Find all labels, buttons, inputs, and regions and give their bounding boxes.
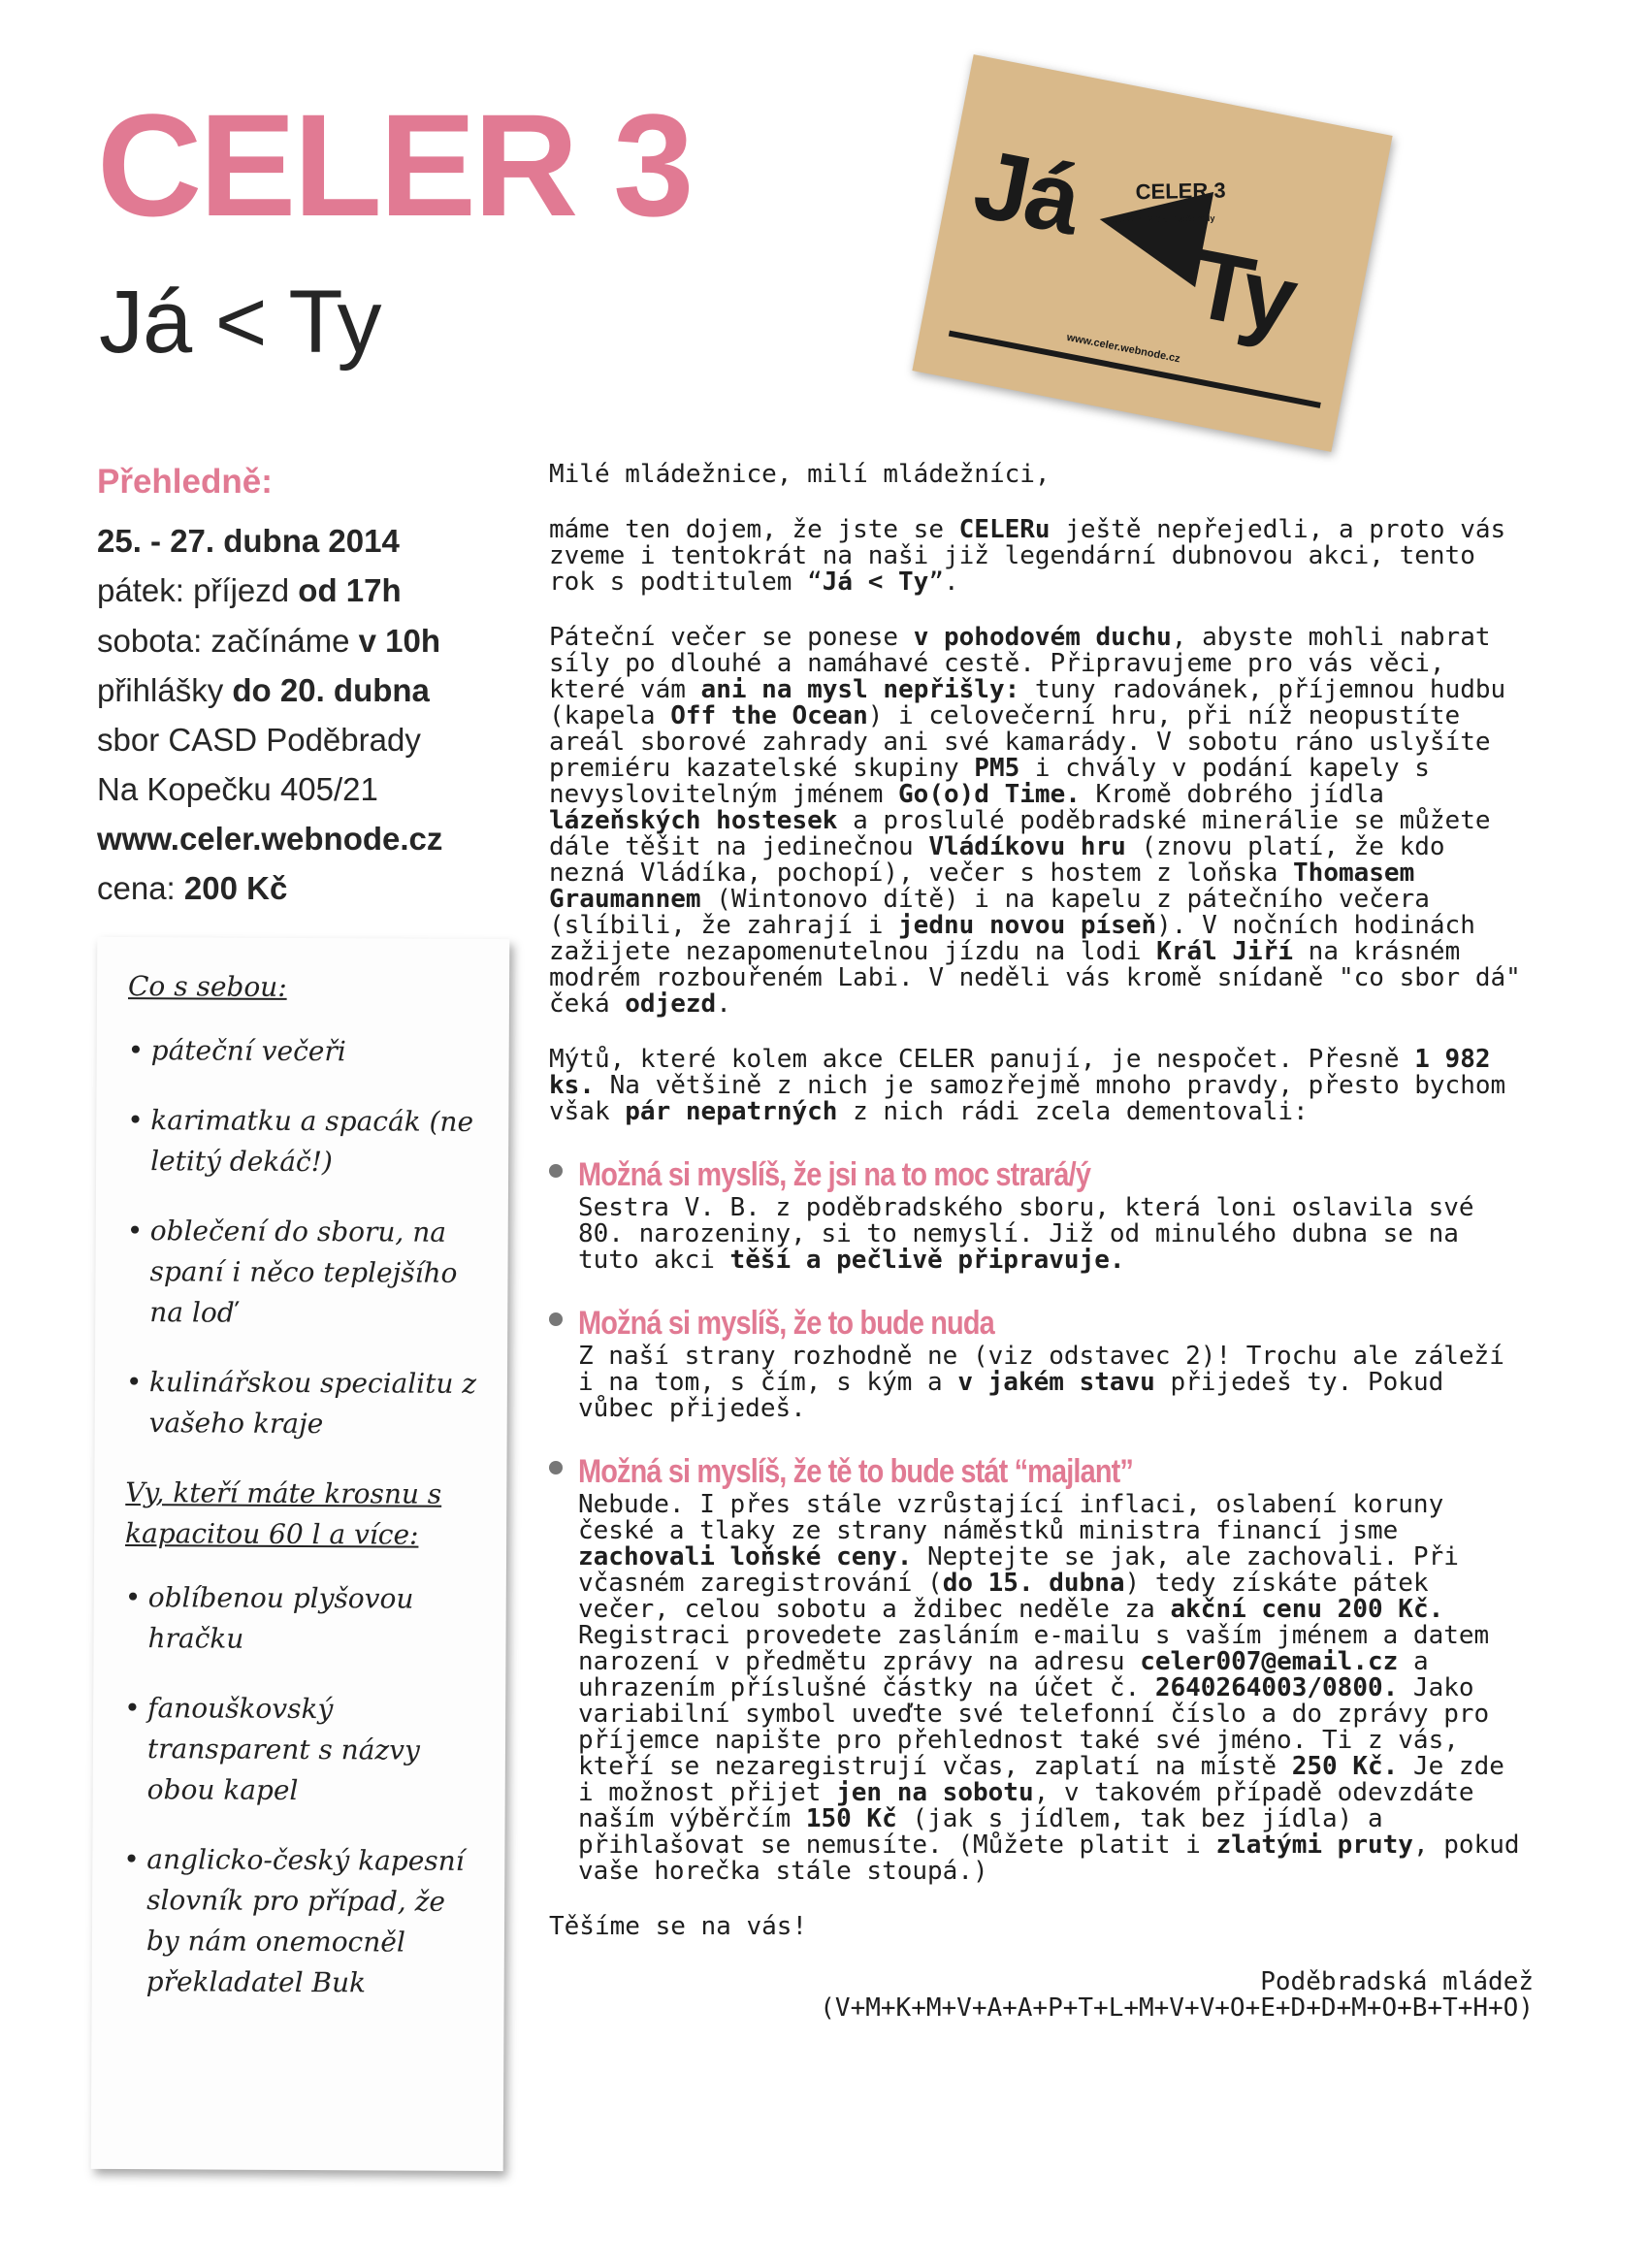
packing-list-note [91,937,510,2171]
letter-closing: Těšíme se na vás! [549,1912,808,1941]
price-label: cena: [97,870,184,907]
card-word-ty: Ty [1183,228,1304,355]
overview-heading: Přehledně: [97,463,273,501]
list-item: • anglicko-český kapesní slovník pro případ, že by nám onemocněl překladatel Buk [123,1839,486,2004]
list-item: • páteční večeři [128,1030,490,1073]
card-sub-label: 25.-27.4. 2014 Poděbrady [1111,212,1215,225]
registration-label: přihlášky [97,671,233,708]
page-subtitle: Já < Ty [99,273,381,372]
letter-body [549,462,1534,2022]
registration-value: do 20. dubna [232,671,430,708]
myth-item [549,1303,1534,1422]
packing-heading-2: Vy, kteří máte krosnu s kapacitou 60 l a více: [125,1476,442,1551]
list-item: • fanouškovský transparent s názvy obou kapel [124,1688,487,1812]
myth-text: Z naší strany rozhodně ne (viz odstavec 2)! Trochu ale záleží i na tom, s čím, s kým a v jakém stavu přijedeš ty. Pokud vůbec přijedeš. [578,1342,1504,1423]
list-item: • oblečení do sboru, na spaní i něco teplejšího na loď [126,1211,489,1335]
overview-section [97,456,504,913]
myth-text: Nebude. I přes stále vzrůstající inflaci, oslabení koruny české a tlaky ze strany náměstků ministra financí jsme zachovali loňské ceny. Neptejte se jak, ale zachovali. Při včasném zaregistrování (do 15. dubna) tedy získáte pátek večer, celou sobotu a ždibec neděle za akční cenu 200 Kč. Registraci provedete zasláním e-mailu s vaším jménem a datem narození v předmětu zprávy na adresu celer007@email.cz a uhrazením příslušné částky na účet č. 2640264003/0800. Jako variabilní symbol uveďte své telefonní číslo a do zprávy pro příjemce napište pro přehlednost také své jméno. Ti z vás, kteří se nezaregistrují včas, zaplatí na místě 250 Kč. Je zde i možnost přijet jen na sobotu, v takovém případě odevzdáte naším výběrčím 150 Kč (jak s jídlem, tak bez jídla) a přihlašovat se nemusíte. (Můžete platit i zlatými pruty, pokud vaše horečka stále stoupá.) [578,1490,1520,1886]
myth-heading: Možná si myslíš, že tě to bude stát “majlant” [578,1453,1133,1490]
page-title: CELER 3 [97,83,692,246]
bullet-icon [549,1461,563,1474]
saturday-value: v 10h [358,622,441,659]
friday-value: od 17h [298,572,402,609]
overview-place: sbor CASD Poděbrady [97,721,421,758]
card-word-ja: Já [965,129,1087,256]
friday-label: pátek: příjezd [97,572,299,609]
signature [549,1969,1534,2022]
bullet-icon [549,1164,563,1178]
card-celer-label: CELER 3 [1135,178,1226,205]
myth-item [549,1154,1534,1274]
price-value: 200 Kč [183,870,288,907]
myth-heading: Možná si myslíš, že to bude nuda [578,1305,994,1342]
card-url: www.celer.webnode.cz [1065,331,1181,366]
myth-item [549,1451,1534,1885]
letter-paragraph-3: Mýtů, které kolem akce CELER panují, je nespočet. Přesně 1 982 ks. Na většině z nich je samozřejmě mnoho pravdy, přesto bychom však pár nepatrných z nich rádi zcela dementovali: [549,1045,1506,1126]
signature-initials: (V+M+K+M+V+A+A+P+T+L+M+V+V+O+E+D+D+M+O+B+T+H+O) [820,1993,1534,2023]
saturday-label: sobota: začínáme [97,622,359,659]
bullet-icon [549,1312,563,1326]
overview-address: Na Kopečku 405/21 [97,770,378,807]
packing-heading: Co s sebou: [127,970,287,1003]
letter-paragraph-1: máme ten dojem, že jste se CELERu ještě nepřejedli, a proto vás zveme i tentokrát na naši již legendární dubnovou akci, tento rok s podtitulem “Já < Ty”. [549,515,1506,597]
overview-web-link[interactable]: www.celer.webnode.cz [97,821,443,858]
email-address[interactable]: celer007@email.cz [1140,1647,1399,1676]
myth-text: Sestra V. B. z poděbradského sboru, která loni oslavila své 80. narozeniny, si to nemyslí. Již od minulého dubna se na tuto akci těší a pečlivě připravuje. [578,1193,1474,1275]
list-item: • kulinářskou specialitu z vašeho kraje [126,1362,488,1445]
list-item: • karimatku a spacák (ne letitý dekáč!) [127,1100,489,1183]
myth-heading: Možná si myslíš, že jsi na to moc strará/ý [578,1156,1091,1193]
letter-paragraph-2: Páteční večer se ponese v pohodovém duchu, abyste mohli nabrat síly po dlouhé a namáhavé cestě. Připravujeme pro vás věci, které vám ani na mysl nepřišly: tuny radovánek, příjemnou hudbu (kapela Off the Ocean) i celovečerní hru, při níž neopustíte areál sborové zahrady ani své kamarády. V sobotu ráno uslyšíte premiéru kazatelské skupiny PM5 i chvály v podání kapely s nevyslovitelným jménem Go(o)d Time. Kromě dobrého jídla lázeňských hostesek a proslulé poděbradské minerálie se můžete dále těšit na jedinečnou Vládíkovu hru (znovu platí, že kdo nezná Vládíka, pochopí), večer s hostem z loňska Thomasem Graumannem (Wintonovo dítě) i na kapelu z pátečního večera (slíbili, že zahrají i jednu novou píseň). V nočních hodinách zažijete nezapomenutelnou jízdu na lodi Král Jiří na krásném modrém rozbouřeném Labi. V neděli vás kromě snídaně "co sbor dá" čeká odjezd. [549,623,1521,1019]
letter-greeting: Milé mládežnice, milí mládežníci, [549,460,1051,489]
list-item: • oblíbenou plyšovou hračku [124,1577,486,1661]
overview-dates: 25. - 27. dubna 2014 [97,523,400,560]
event-photo-card [912,54,1392,452]
signature-name: Poděbradská mládež [1260,1967,1534,1996]
